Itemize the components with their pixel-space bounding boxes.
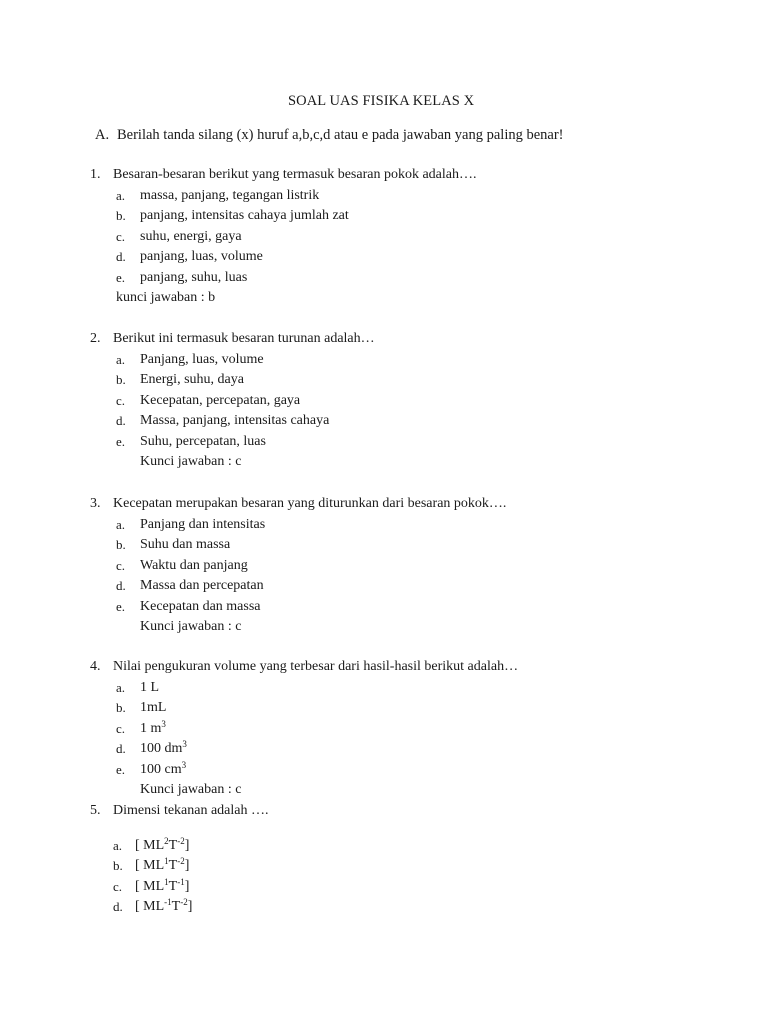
option-letter: c.	[116, 392, 126, 408]
question-text: Dimensi tekanan adalah ….	[113, 803, 269, 818]
answer-key-text: Kunci jawaban : c	[140, 618, 242, 634]
option-text	[135, 899, 192, 915]
option-value: 1 m	[140, 720, 162, 736]
option-letter: d.	[113, 899, 123, 915]
option-letter: b.	[116, 700, 126, 716]
answer-key-text: Kunci jawaban : c	[140, 781, 242, 797]
option-exponent: 3	[182, 739, 187, 750]
option-letter: b.	[116, 208, 126, 224]
option-text	[135, 838, 189, 854]
title-text: SOAL UAS FISIKA KELAS X	[288, 93, 475, 109]
option-letter: b.	[116, 372, 126, 388]
dimension-exponent: -2	[177, 836, 185, 846]
option-text: Suhu dan massa	[140, 537, 231, 553]
option-letter: c.	[113, 878, 123, 894]
dimension-base: T	[168, 838, 178, 853]
option-text: Panjang dan intensitas	[140, 517, 266, 532]
option-text: massa, panjang, tegangan listrik	[140, 188, 320, 203]
option-letter: e.	[116, 269, 126, 285]
option-text: Massa, panjang, intensitas cahaya	[140, 413, 330, 429]
option-letter: c.	[116, 228, 126, 244]
dimension-base: ML	[143, 858, 165, 874]
option-text	[135, 876, 190, 895]
question-text: Besaran-besaran berikut yang termasuk besaran pokok adalah….	[113, 167, 477, 182]
dimension-base: ML	[143, 878, 165, 894]
option-letter: a.	[116, 680, 126, 695]
option-letter: b.	[113, 858, 123, 874]
option-letter: a.	[116, 352, 126, 367]
option-text: Suhu, percepatan, luas	[140, 433, 266, 449]
option-text	[135, 858, 189, 874]
instruction-label: A.	[95, 127, 110, 143]
question-number: 1.	[90, 167, 101, 182]
dimension-base: T	[168, 858, 178, 874]
option-text: Kecepatan, percepatan, gaya	[140, 392, 301, 408]
bracket-open: [	[135, 858, 144, 874]
bracket-open: [	[135, 878, 144, 894]
dimension-base: T	[168, 878, 178, 894]
option-letter: a.	[113, 838, 123, 853]
question-number: 2.	[90, 331, 101, 346]
instruction	[95, 127, 564, 144]
option-text: Energi, suhu, daya	[140, 372, 244, 388]
option-text: Waktu dan panjang	[140, 557, 248, 573]
dimension-base: T	[171, 899, 181, 915]
instruction-text: Berilah tanda silang (x) huruf a,b,c,d atau e pada jawaban yang paling benar!	[117, 127, 564, 143]
option-letter: d.	[116, 741, 126, 757]
dimension-exponent: -2	[180, 897, 188, 908]
option-text	[140, 700, 166, 716]
question-number: 3.	[90, 496, 101, 511]
dimension-exponent: -2	[177, 856, 185, 867]
option-letter: d.	[116, 578, 126, 594]
dimension-exponent: -1	[164, 897, 172, 908]
option-text	[140, 759, 187, 778]
option-letter: a.	[116, 188, 126, 203]
option-text	[140, 718, 166, 737]
option-value: 100 dm	[140, 741, 183, 757]
option-text: panjang, intensitas cahaya jumlah zat	[140, 208, 349, 224]
option-value: 100 cm	[140, 761, 182, 777]
answer-key-text: kunci jawaban : b	[116, 289, 216, 305]
option-value: 1mL	[140, 700, 167, 716]
option-letter: d.	[116, 413, 126, 429]
dimension-exponent: 2	[164, 836, 169, 846]
option-exponent: 3	[181, 759, 187, 770]
question-text: Kecepatan merupakan besaran yang diturunkan dari besaran pokok….	[113, 496, 507, 511]
option-text: Panjang, luas, volume	[140, 352, 264, 367]
question-text: Nilai pengukuran volume yang terbesar dari hasil-hasil berikut adalah…	[113, 659, 519, 674]
dimension-base: ML	[143, 838, 165, 853]
option-text: panjang, suhu, luas	[140, 269, 248, 285]
option-exponent: 3	[161, 718, 166, 729]
option-text	[140, 680, 159, 696]
option-text: Massa dan percepatan	[140, 578, 264, 594]
option-letter: e.	[116, 761, 126, 777]
answer-key-text: Kunci jawaban : c	[140, 453, 242, 469]
dimension-exponent: 1	[164, 856, 169, 867]
option-text: suhu, energi, gaya	[140, 228, 242, 244]
option-text: Kecepatan dan massa	[140, 598, 261, 614]
option-letter: e.	[116, 433, 126, 449]
bracket-close: ]	[187, 899, 193, 915]
option-letter: a.	[116, 517, 126, 532]
option-letter: c.	[116, 557, 126, 573]
option-value: 1 L	[140, 680, 160, 695]
option-letter: d.	[116, 249, 126, 265]
dimension-base: ML	[143, 899, 165, 915]
question-number: 4.	[90, 659, 101, 674]
bracket-close: ]	[184, 878, 190, 894]
dimension-exponent: -1	[177, 876, 185, 887]
option-text: panjang, luas, volume	[140, 249, 263, 265]
bracket-close: ]	[184, 838, 190, 853]
question-number: 5.	[90, 803, 101, 818]
bracket-open: [	[135, 838, 144, 853]
dimension-exponent: 1	[164, 876, 169, 887]
question-text: Berikut ini termasuk besaran turunan adalah…	[113, 331, 375, 346]
option-letter: b.	[116, 537, 126, 553]
option-letter: c.	[116, 720, 126, 736]
bracket-open: [	[135, 899, 144, 915]
option-letter: e.	[116, 598, 126, 614]
option-text	[140, 741, 187, 757]
bracket-close: ]	[184, 858, 190, 874]
